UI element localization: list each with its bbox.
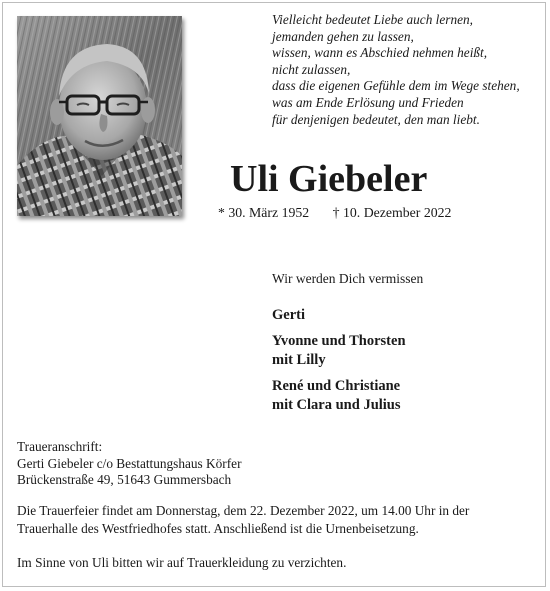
death-date: † 10. Dezember 2022 [332,205,452,220]
address-line: Brückenstraße 49, 51643 Gummersbach [17,472,232,487]
deceased-name: Uli Giebeler [230,158,428,200]
poem-line: wissen, wann es Abschied nehmen heißt, [272,45,488,61]
mourner-group [272,377,406,416]
mourners-list [272,306,406,422]
poem-line: für denjenigen bedeutet, den man liebt. [272,111,480,127]
address-label: Traueranschrift: [17,439,103,454]
poem-line: Vielleicht bedeutet Liebe auch lernen, [272,12,473,27]
life-dates [218,205,451,221]
portrait-image [17,16,182,216]
poem-line: jemanden gehen zu lassen, [272,28,414,44]
poem [272,12,532,128]
mourner-group [272,306,406,326]
poem-line: dass die eigenen Gefühle dem im Wege stehen, [272,78,520,94]
mourner-name: Yvonne und Thorsten [272,332,406,349]
mourner-name: mit Clara und Julius [272,397,401,413]
funeral-service-info [17,502,537,538]
poem-line: nicht zulassen, [272,61,351,77]
service-line: Die Trauerfeier findet am Donnerstag, dem 22. Dezember 2022, um 14.00 Uhr in der [17,503,470,518]
portrait-photo [17,16,182,216]
mourning-address [17,439,242,489]
birth-date: * 30. März 1952 [218,205,310,220]
mourner-name: mit Lilly [272,352,326,368]
closing-request: Im Sinne von Uli bitten wir auf Trauerkleidung zu verzichten. [17,555,347,570]
mourner-name: Gerti [272,307,306,323]
poem-line: was am Ende Erlösung und Frieden [272,94,464,110]
mourner-name: René und Christiane [272,377,401,394]
service-line: Trauerhalle des Westfriedhofes statt. Anschließend ist die Urnenbeisetzung. [17,521,419,536]
mourners-intro: Wir werden Dich vermissen [272,271,424,286]
mourner-group [272,332,406,371]
address-line: Gerti Giebeler c/o Bestattungshaus Körfer [17,455,242,471]
